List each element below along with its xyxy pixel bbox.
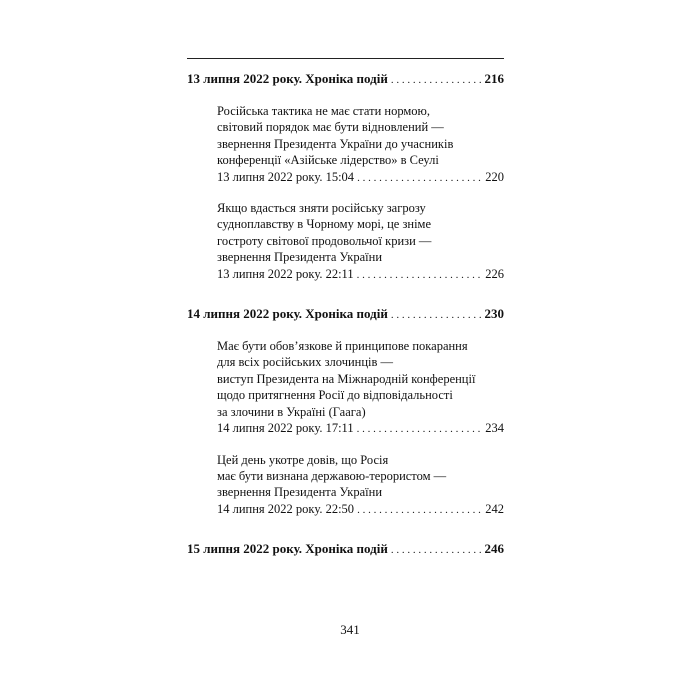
- entry-line: судноплавству в Чорному морі, це зніме: [217, 217, 432, 232]
- toc-section-heading[interactable]: [187, 540, 504, 559]
- leader-dots: [357, 266, 481, 283]
- entry-line: за злочини в Україні (Гаага): [217, 404, 366, 419]
- entry-line: гостроту світової продовольчої кризи —: [217, 233, 432, 248]
- entry-line: Має бути обов’язкове й принципове покарання: [217, 339, 468, 354]
- toc-entry[interactable]: [217, 103, 504, 186]
- entry-line: для всіх російських злочинців —: [217, 355, 394, 370]
- entry-date-row: [217, 420, 504, 437]
- section-gap: [187, 283, 504, 305]
- section-title: 14 липня 2022 року. Хроніка подій: [187, 306, 388, 322]
- entry-date-row: [217, 169, 504, 186]
- entry-date: 13 липня 2022 року. 22:11: [217, 266, 354, 281]
- toc-section-heading[interactable]: [187, 305, 504, 324]
- entry-line: щодо притягнення Росії до відповідальності: [217, 388, 453, 403]
- top-rule: [187, 58, 504, 59]
- entry-line: звернення Президента України до учасників: [217, 136, 454, 151]
- section-title: 13 липня 2022 року. Хроніка подій: [187, 71, 388, 86]
- section-entries: [217, 103, 504, 283]
- section-page: 216: [484, 71, 504, 86]
- entry-page: 226: [485, 266, 504, 281]
- entry-date: 14 липня 2022 року. 22:50: [217, 501, 355, 516]
- entry-line: має бути визнана державою-терористом —: [217, 468, 447, 483]
- entry-page: 220: [485, 169, 504, 184]
- entry-line: світовий порядок має бути відновлений —: [217, 120, 444, 135]
- entry-line: конференції «Азійське лідерство» в Сеулі: [217, 153, 439, 168]
- toc-section-heading[interactable]: [187, 70, 504, 89]
- section-entries: [217, 338, 504, 518]
- leader-dots: [357, 169, 481, 186]
- entry-line: звернення Президента України: [217, 485, 383, 500]
- section-title: 15 липня 2022 року. Хроніка подій: [187, 541, 388, 557]
- entry-line: виступ Президента на Міжнародній конференції: [217, 371, 476, 386]
- entry-date-row: [217, 501, 504, 518]
- entry-date: 14 липня 2022 року. 17:11: [217, 421, 354, 436]
- toc-entry[interactable]: [217, 338, 504, 437]
- entry-line: Якщо вдасться зняти російську загрозу: [217, 201, 426, 216]
- section-page: 246: [484, 541, 504, 557]
- leader-dots: [357, 501, 481, 518]
- toc-entry[interactable]: [217, 452, 504, 519]
- leader-dots: [391, 540, 482, 559]
- entry-date-row: [217, 266, 504, 283]
- table-of-contents: [187, 70, 504, 559]
- section-page: 230: [484, 306, 504, 322]
- entry-page: 242: [485, 501, 504, 516]
- entry-date: 13 липня 2022 року. 15:04: [217, 169, 355, 184]
- entry-line: Російська тактика не має стати нормою,: [217, 104, 431, 118]
- leader-dots: [357, 420, 481, 437]
- section-gap: [187, 518, 504, 540]
- entry-line: звернення Президента України: [217, 250, 383, 265]
- entry-page: 234: [485, 421, 504, 436]
- toc-entry[interactable]: [217, 200, 504, 283]
- leader-dots: [391, 305, 482, 324]
- leader-dots: [391, 70, 482, 89]
- page-number: 341: [340, 622, 360, 637]
- entry-line: Цей день укотре довів, що Росія: [217, 452, 389, 467]
